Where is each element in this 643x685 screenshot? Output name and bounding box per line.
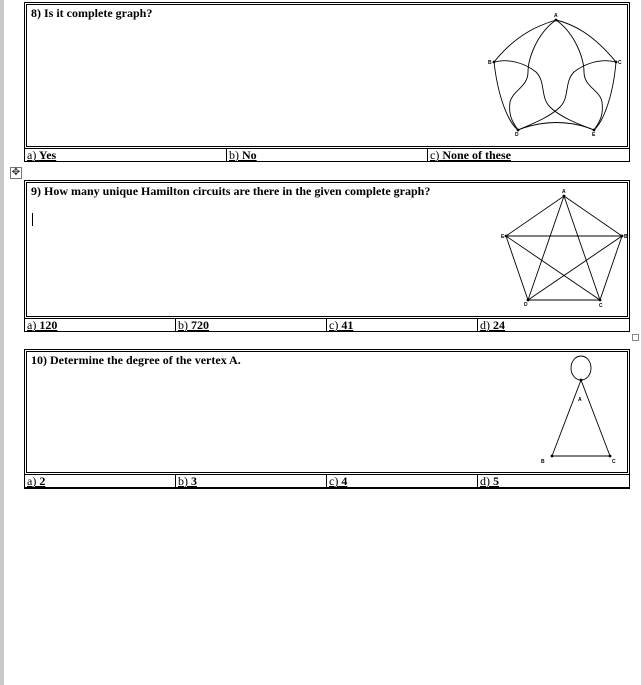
q8-option-c-letter: c)	[430, 148, 440, 162]
q9-label-c: C	[599, 303, 603, 309]
q9-option-a-letter: a)	[27, 318, 37, 332]
q10-option-c-letter: c)	[329, 474, 339, 488]
q8-option-a[interactable]	[25, 149, 227, 161]
q9-option-b-text: 720	[191, 318, 209, 332]
q9-option-d-text: 24	[493, 318, 505, 332]
question-10-bottom-rule	[24, 488, 630, 491]
question-10-text: 10) Determine the degree of the vertex A.	[31, 353, 241, 367]
q10-option-d[interactable]	[478, 475, 629, 487]
q10-label-b: B	[541, 459, 545, 465]
q9-label-a: A	[562, 189, 566, 195]
q9-option-a[interactable]	[25, 319, 176, 331]
q10-edge-a-b	[552, 380, 581, 456]
question-10-graph	[538, 352, 628, 467]
q8-edge-c-e	[594, 62, 616, 130]
q9-vertex-b	[621, 235, 624, 238]
question-8-text: 8) Is it complete graph?	[31, 6, 153, 20]
q8-option-b[interactable]	[227, 149, 428, 161]
q8-label-d: D	[515, 132, 519, 138]
q9-option-c-text: 41	[341, 318, 354, 332]
q8-edge-d-e	[518, 123, 594, 131]
q9-label-b: B	[624, 234, 628, 240]
q10-vertex-b	[551, 455, 554, 458]
q9-option-a-text: 120	[39, 318, 58, 332]
q8-vertex-e	[593, 129, 596, 132]
q8-option-a-letter: a)	[27, 148, 37, 162]
q8-option-c-text: None of these	[442, 148, 511, 162]
q8-option-b-letter: b)	[229, 148, 239, 162]
q9-vertex-d	[527, 299, 530, 302]
question-8-answers	[24, 148, 630, 162]
text-cursor	[32, 213, 33, 226]
q9-option-c[interactable]	[327, 319, 478, 331]
q8-vertex-b	[493, 61, 496, 64]
q9-label-e: E	[501, 234, 505, 240]
q10-option-b-text: 3	[191, 474, 197, 488]
q10-loop-a	[571, 356, 591, 380]
q8-vertex-a	[555, 19, 558, 22]
q9-option-b-letter: b)	[178, 318, 188, 332]
question-9-text: 9) How many unique Hamilton circuits are there in the given complete graph?	[31, 184, 431, 198]
q9-vertex-c	[599, 299, 602, 302]
question-10-answers	[24, 474, 630, 488]
q8-edge-b-d	[494, 62, 518, 130]
table-move-handle-icon[interactable]: ✥	[11, 167, 21, 178]
q10-vertex-a	[580, 379, 583, 382]
q9-label-d: D	[524, 302, 528, 308]
q8-option-c[interactable]	[428, 149, 629, 161]
q8-vertex-d	[517, 129, 520, 132]
q9-vertex-e	[505, 235, 508, 238]
question-9-graph	[503, 190, 628, 308]
q10-label-c: C	[612, 459, 616, 465]
q9-vertex-a	[563, 195, 566, 198]
q8-label-e: E	[592, 132, 596, 138]
q9-edge-a-d	[528, 196, 564, 300]
q9-edge-b-d	[528, 236, 622, 300]
q10-label-a: A	[578, 397, 582, 403]
q8-edge-b-e-curve	[494, 61, 594, 130]
q9-edge-a-c	[564, 196, 600, 300]
q10-option-b-letter: b)	[178, 474, 188, 488]
q10-option-b[interactable]	[176, 475, 327, 487]
q10-option-d-text: 5	[493, 474, 499, 488]
left-page-gutter	[0, 0, 4, 685]
q10-option-c-text: 4	[341, 474, 348, 488]
q9-edge-e-c	[506, 236, 600, 300]
q10-edge-a-c	[581, 380, 610, 456]
q9-option-c-letter: c)	[329, 318, 339, 332]
q8-option-a-text: Yes	[38, 148, 57, 162]
q10-option-a-letter: a)	[27, 474, 37, 488]
question-9-answers	[24, 318, 630, 332]
q9-option-b[interactable]	[176, 319, 327, 331]
q10-option-c[interactable]	[327, 475, 478, 487]
q8-edge-a-e-curve	[556, 20, 602, 130]
q10-option-d-letter: d)	[480, 474, 490, 488]
q8-edge-a-d-curve	[510, 20, 556, 130]
q8-label-a: A	[554, 13, 558, 19]
table-resize-handle[interactable]	[632, 334, 639, 341]
q8-edge-a-c	[556, 20, 616, 62]
q10-option-a-text: 2	[39, 474, 46, 488]
question-8-graph	[488, 12, 623, 140]
q8-label-b: B	[488, 60, 492, 66]
q8-vertex-c	[615, 61, 618, 64]
q8-option-b-text: No	[242, 148, 257, 162]
q8-edge-b-a	[494, 20, 556, 62]
q10-option-a[interactable]	[25, 475, 176, 487]
q8-label-c: C	[618, 60, 622, 66]
q9-option-d-letter: d)	[480, 318, 490, 332]
q9-option-d[interactable]	[478, 319, 629, 331]
q10-vertex-c	[609, 455, 612, 458]
